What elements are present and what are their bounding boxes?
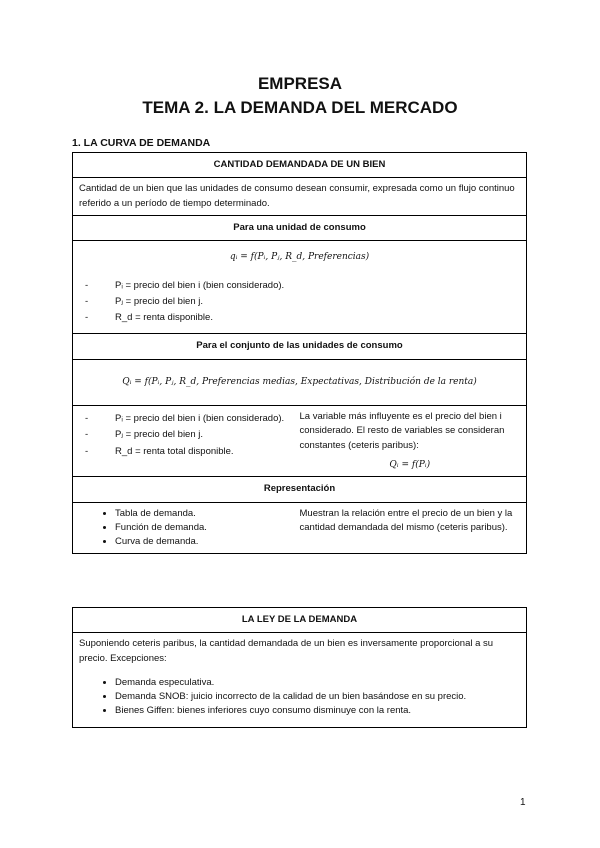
list-item: - Pⱼ = precio del bien j. xyxy=(97,295,520,309)
representation-note: Muestran la relación entre el precio de un bien y la cantidad demandada del mismo (ceteris paribus). xyxy=(299,507,513,533)
list-item: - Pᵢ = precio del bien i (bien considerado). xyxy=(97,412,300,426)
list-item: • Demanda especulativa. xyxy=(115,676,520,690)
list-item: - R_d = renta disponible. xyxy=(97,311,520,325)
list-item: • Demanda SNOB: juicio incorrecto de la calidad de un bien basándose en su precio. xyxy=(115,690,520,704)
list-item: - Pⱼ = precio del bien j. xyxy=(97,428,300,442)
list-item: • Función de demanda. xyxy=(115,521,300,535)
document-subject: EMPRESA xyxy=(257,74,343,93)
list-item: • Curva de demanda. xyxy=(115,535,300,549)
list-item: • Bienes Giffen: bienes inferiores cuyo consumo disminuye con la renta. xyxy=(115,704,520,718)
representation-header: Representación xyxy=(73,477,527,502)
section-title: 1. LA CURVA DE DEMANDA xyxy=(72,137,211,149)
definition-text: Cantidad de un bien que las unidades de consumo desean consumir, expresada como un flujo continuo referido a un período de tiempo determinado. xyxy=(73,178,527,216)
unit-demand-formula: qᵢ = f(Pᵢ, Pⱼ, R_d, Preferencias) xyxy=(229,252,370,262)
page-number: 1 xyxy=(520,797,526,808)
list-item: • Tabla de demanda. xyxy=(115,507,300,521)
law-of-demand-table xyxy=(72,607,527,728)
demand-quantity-table xyxy=(72,152,527,554)
unit-consumption-header: Para una unidad de consumo xyxy=(73,215,527,240)
law-text: Suponiendo ceteris paribus, la cantidad demandada de un bien es inversamente proporcional a su precio. Excepciones: xyxy=(79,638,494,664)
document-title: TEMA 2. LA DEMANDA DEL MERCADO xyxy=(142,98,458,117)
table-header: LA LEY DE LA DEMANDA xyxy=(73,608,527,633)
simple-demand-formula: Qᵢ = f(Pᵢ) xyxy=(389,459,431,470)
table-header: CANTIDAD DEMANDADA DE UN BIEN xyxy=(73,153,527,178)
set-consumption-header: Para el conjunto de las unidades de consumo xyxy=(73,334,527,359)
ceteris-paribus-note: La variable más influyente es el precio del bien i considerado. El resto de variables se consideran constantes (ceteris paribus): xyxy=(299,411,505,451)
list-item: - Pᵢ = precio del bien i (bien considerado). xyxy=(97,279,520,293)
market-demand-formula: Qᵢ = f(Pᵢ, Pⱼ, R_d, Preferencias medias, Expectativas, Distribución de la renta) xyxy=(122,376,477,387)
list-item: - R_d = renta total disponible. xyxy=(97,445,300,459)
